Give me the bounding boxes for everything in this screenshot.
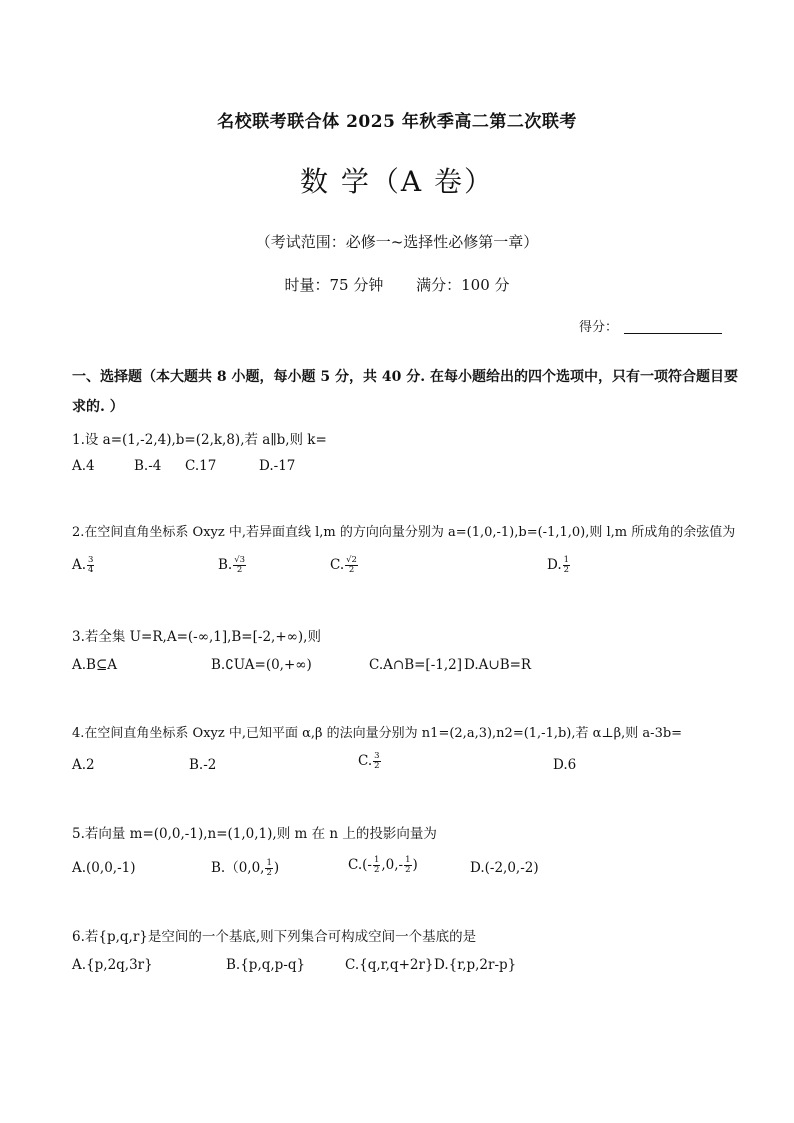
question-6-option-b: B.{p,q,p-q}: [226, 957, 306, 973]
question-5-option-a: A.(0,0,-1): [72, 860, 136, 876]
question-2-stem: 2.在空间直角坐标系 Oxyz 中,若异面直线 l,m 的方向向量分别为 a=(1,0,-1),b=(-1,1,0),则 l,m 所成角的余弦值为: [72, 525, 736, 540]
question-3-option-c: C.A∩B=[-1,2]: [369, 657, 462, 673]
question-4-option-a: A.2: [72, 757, 95, 773]
exam-duration: 时量：75 分钟: [284, 276, 384, 294]
question-1-option-a: A.4: [72, 458, 95, 474]
question-6-option-d: D.{r,p,2r-p}: [434, 957, 517, 973]
question-4-option-b: B.-2: [189, 757, 217, 773]
score-field: [579, 316, 722, 335]
question-6-option-a: A.{p,2q,3r}: [72, 957, 153, 973]
section-heading-line1: 一、选择题（本大题共 8 小题，每小题 5 分，共 40 分. 在每小题给出的四个选项中，只有一项符合题目要: [72, 369, 738, 385]
question-2-option-d: D. $\frac{1}{2}$: [547, 555, 570, 575]
exam-time-info: [0, 274, 794, 295]
exam-full-score: 满分：100 分: [416, 276, 510, 294]
question-1-option-d: D.-17: [259, 458, 296, 474]
question-3-option-a: A.B⊆A: [72, 657, 118, 673]
section-heading-line2: 求的. ）: [72, 399, 124, 415]
question-1-option-b: B.-4: [134, 458, 162, 474]
question-3-stem: 3.若全集 U=R,A=(-∞,1],B=[-2,+∞),则: [72, 629, 321, 645]
page-title: 数 学（A 卷）: [299, 165, 495, 198]
question-1-option-c: C.17: [185, 458, 217, 474]
exam-scope: （考试范围：必修一~选择性必修第一章）: [255, 233, 539, 251]
question-5-option-b: B.（0,0, $\frac{1}{2}$ ): [211, 858, 280, 878]
question-5-stem: 5.若向量 m=(0,0,-1),n=(1,0,1),则 m 在 n 上的投影向量为: [72, 826, 437, 842]
section-heading: [72, 362, 738, 422]
question-1-stem: 1.设 a=(1,-2,4),b=(2,k,8),若 a∥b,则 k=: [72, 432, 327, 448]
question-6-option-c: C.{q,r,q+2r}: [345, 957, 434, 973]
question-3-option-b: B.∁UA=(0,+∞): [211, 657, 312, 673]
question-2-option-a: A. $\frac{3}{4}$: [72, 555, 94, 575]
question-4-option-c: C. $\frac{3}{2}$: [358, 751, 380, 771]
question-5-option-d: D.(-2,0,-2): [470, 860, 539, 876]
question-6-stem: 6.若{p,q,r}是空间的一个基底,则下列集合可构成空间一个基底的是: [72, 929, 477, 945]
question-2-option-c: C. $\frac{√2}{2}$: [330, 555, 357, 575]
exam-header-line: 名校联考联合体 2025 年秋季高二第二次联考: [217, 112, 577, 132]
question-5-option-c: C.(- $\frac{1}{2}$ ,0,- $\frac{1}{2}$ ): [348, 855, 418, 875]
score-label: 得分：: [578, 320, 618, 335]
score-blank: [624, 319, 722, 334]
question-3-option-d: D.A∪B=R: [464, 657, 532, 673]
question-4-stem: 4.在空间直角坐标系 Oxyz 中,已知平面 α,β 的法向量分别为 n1=(2,a,3),n2=(1,-1,b),若 α⊥β,则 a-3b=: [72, 726, 683, 741]
question-4-option-d: D.6: [553, 757, 577, 773]
question-2-option-b: B. $\frac{√3}{2}$: [218, 555, 246, 575]
